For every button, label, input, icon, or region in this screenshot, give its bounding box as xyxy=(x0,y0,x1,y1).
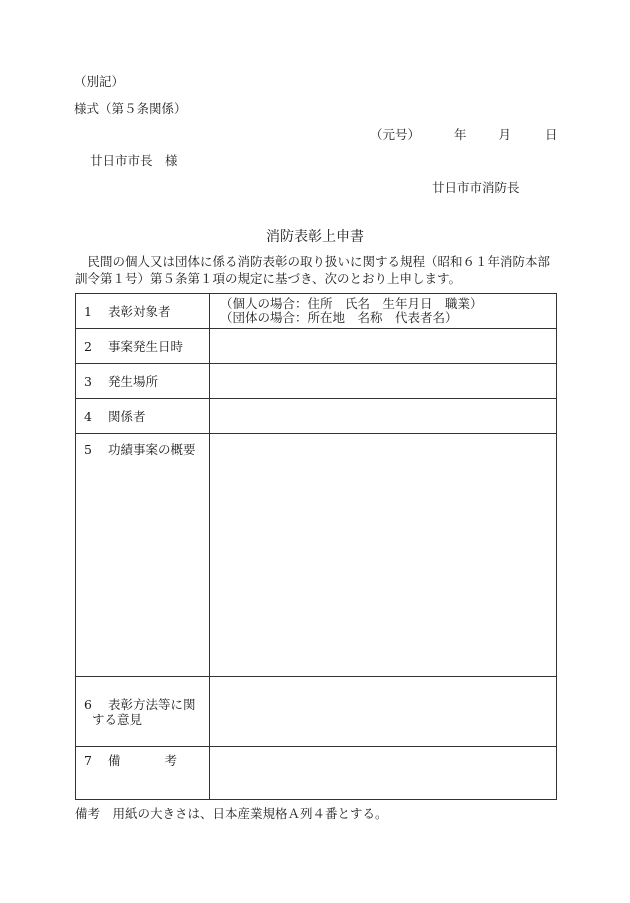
appendix-label: （別記） xyxy=(74,74,125,89)
individual-note: （個人の場合：住所 氏名 生年月日 職業） xyxy=(220,296,483,311)
body-paragraph: 民間の個人又は団体に係る消防表彰の取り扱いに関する規程（昭和６１年消防本部訓令第１号）第５条第１項の規定に基づき、次のとおり上申します。 xyxy=(75,254,551,286)
document-title: 消防表彰上申書 xyxy=(266,229,364,245)
table-row xyxy=(76,677,557,747)
row-label: 功績事案の概要 xyxy=(108,442,196,457)
row-label: 事案発生日時 xyxy=(108,338,184,354)
row-number: 2 xyxy=(84,338,92,354)
organization-note: （団体の場合：所在地 名称 代表者名） xyxy=(220,310,458,325)
row-label-location xyxy=(76,364,210,399)
row-number: 5 xyxy=(84,442,92,457)
date-year: 年 xyxy=(454,127,467,142)
row-label-remarks xyxy=(76,747,210,800)
row-number: 4 xyxy=(84,408,92,424)
recipient-field[interactable] xyxy=(210,294,557,329)
date-day: 日 xyxy=(545,127,558,142)
table-row xyxy=(76,294,557,329)
form-number-label: 様式（第５条関係） xyxy=(74,101,187,116)
row-number: 7 xyxy=(84,753,92,768)
row-label-summary xyxy=(76,434,210,677)
row-label-related-persons xyxy=(76,399,210,434)
footer-note: 備考 用紙の大きさは、日本産業規格Ａ列４番とする。 xyxy=(75,806,388,821)
table-row xyxy=(76,747,557,800)
row-label: 表彰方法等に関 xyxy=(108,696,196,712)
row-label-continuation: する意見 xyxy=(92,711,143,727)
row-label-datetime xyxy=(76,329,210,364)
addressee: 廿日市市長 様 xyxy=(90,153,178,168)
date-line xyxy=(370,127,558,142)
row-number: 6 xyxy=(84,696,92,712)
table-row xyxy=(76,364,557,399)
summary-field[interactable] xyxy=(210,434,557,677)
date-month: 月 xyxy=(498,127,512,142)
row-number: 1 xyxy=(84,303,92,319)
row-label: 関係者 xyxy=(108,408,146,424)
row-label-part: 考 xyxy=(164,753,178,768)
date-era: （元号） xyxy=(370,127,421,142)
sender: 廿日市市消防長 xyxy=(432,180,520,195)
related-persons-field[interactable] xyxy=(210,399,557,434)
row-label-opinion xyxy=(76,677,210,747)
table-row xyxy=(76,434,557,677)
row-label: 発生場所 xyxy=(108,373,159,389)
application-form-table xyxy=(75,293,557,800)
datetime-field[interactable] xyxy=(210,329,557,364)
table-row xyxy=(76,399,557,434)
row-number: 3 xyxy=(84,373,92,389)
location-field[interactable] xyxy=(210,364,557,399)
opinion-field[interactable] xyxy=(210,677,557,747)
table-row xyxy=(76,329,557,364)
row-label: 表彰対象者 xyxy=(108,303,171,319)
remarks-field[interactable] xyxy=(210,747,557,800)
row-label-recipient xyxy=(76,294,210,329)
row-label-part: 備 xyxy=(108,753,121,768)
